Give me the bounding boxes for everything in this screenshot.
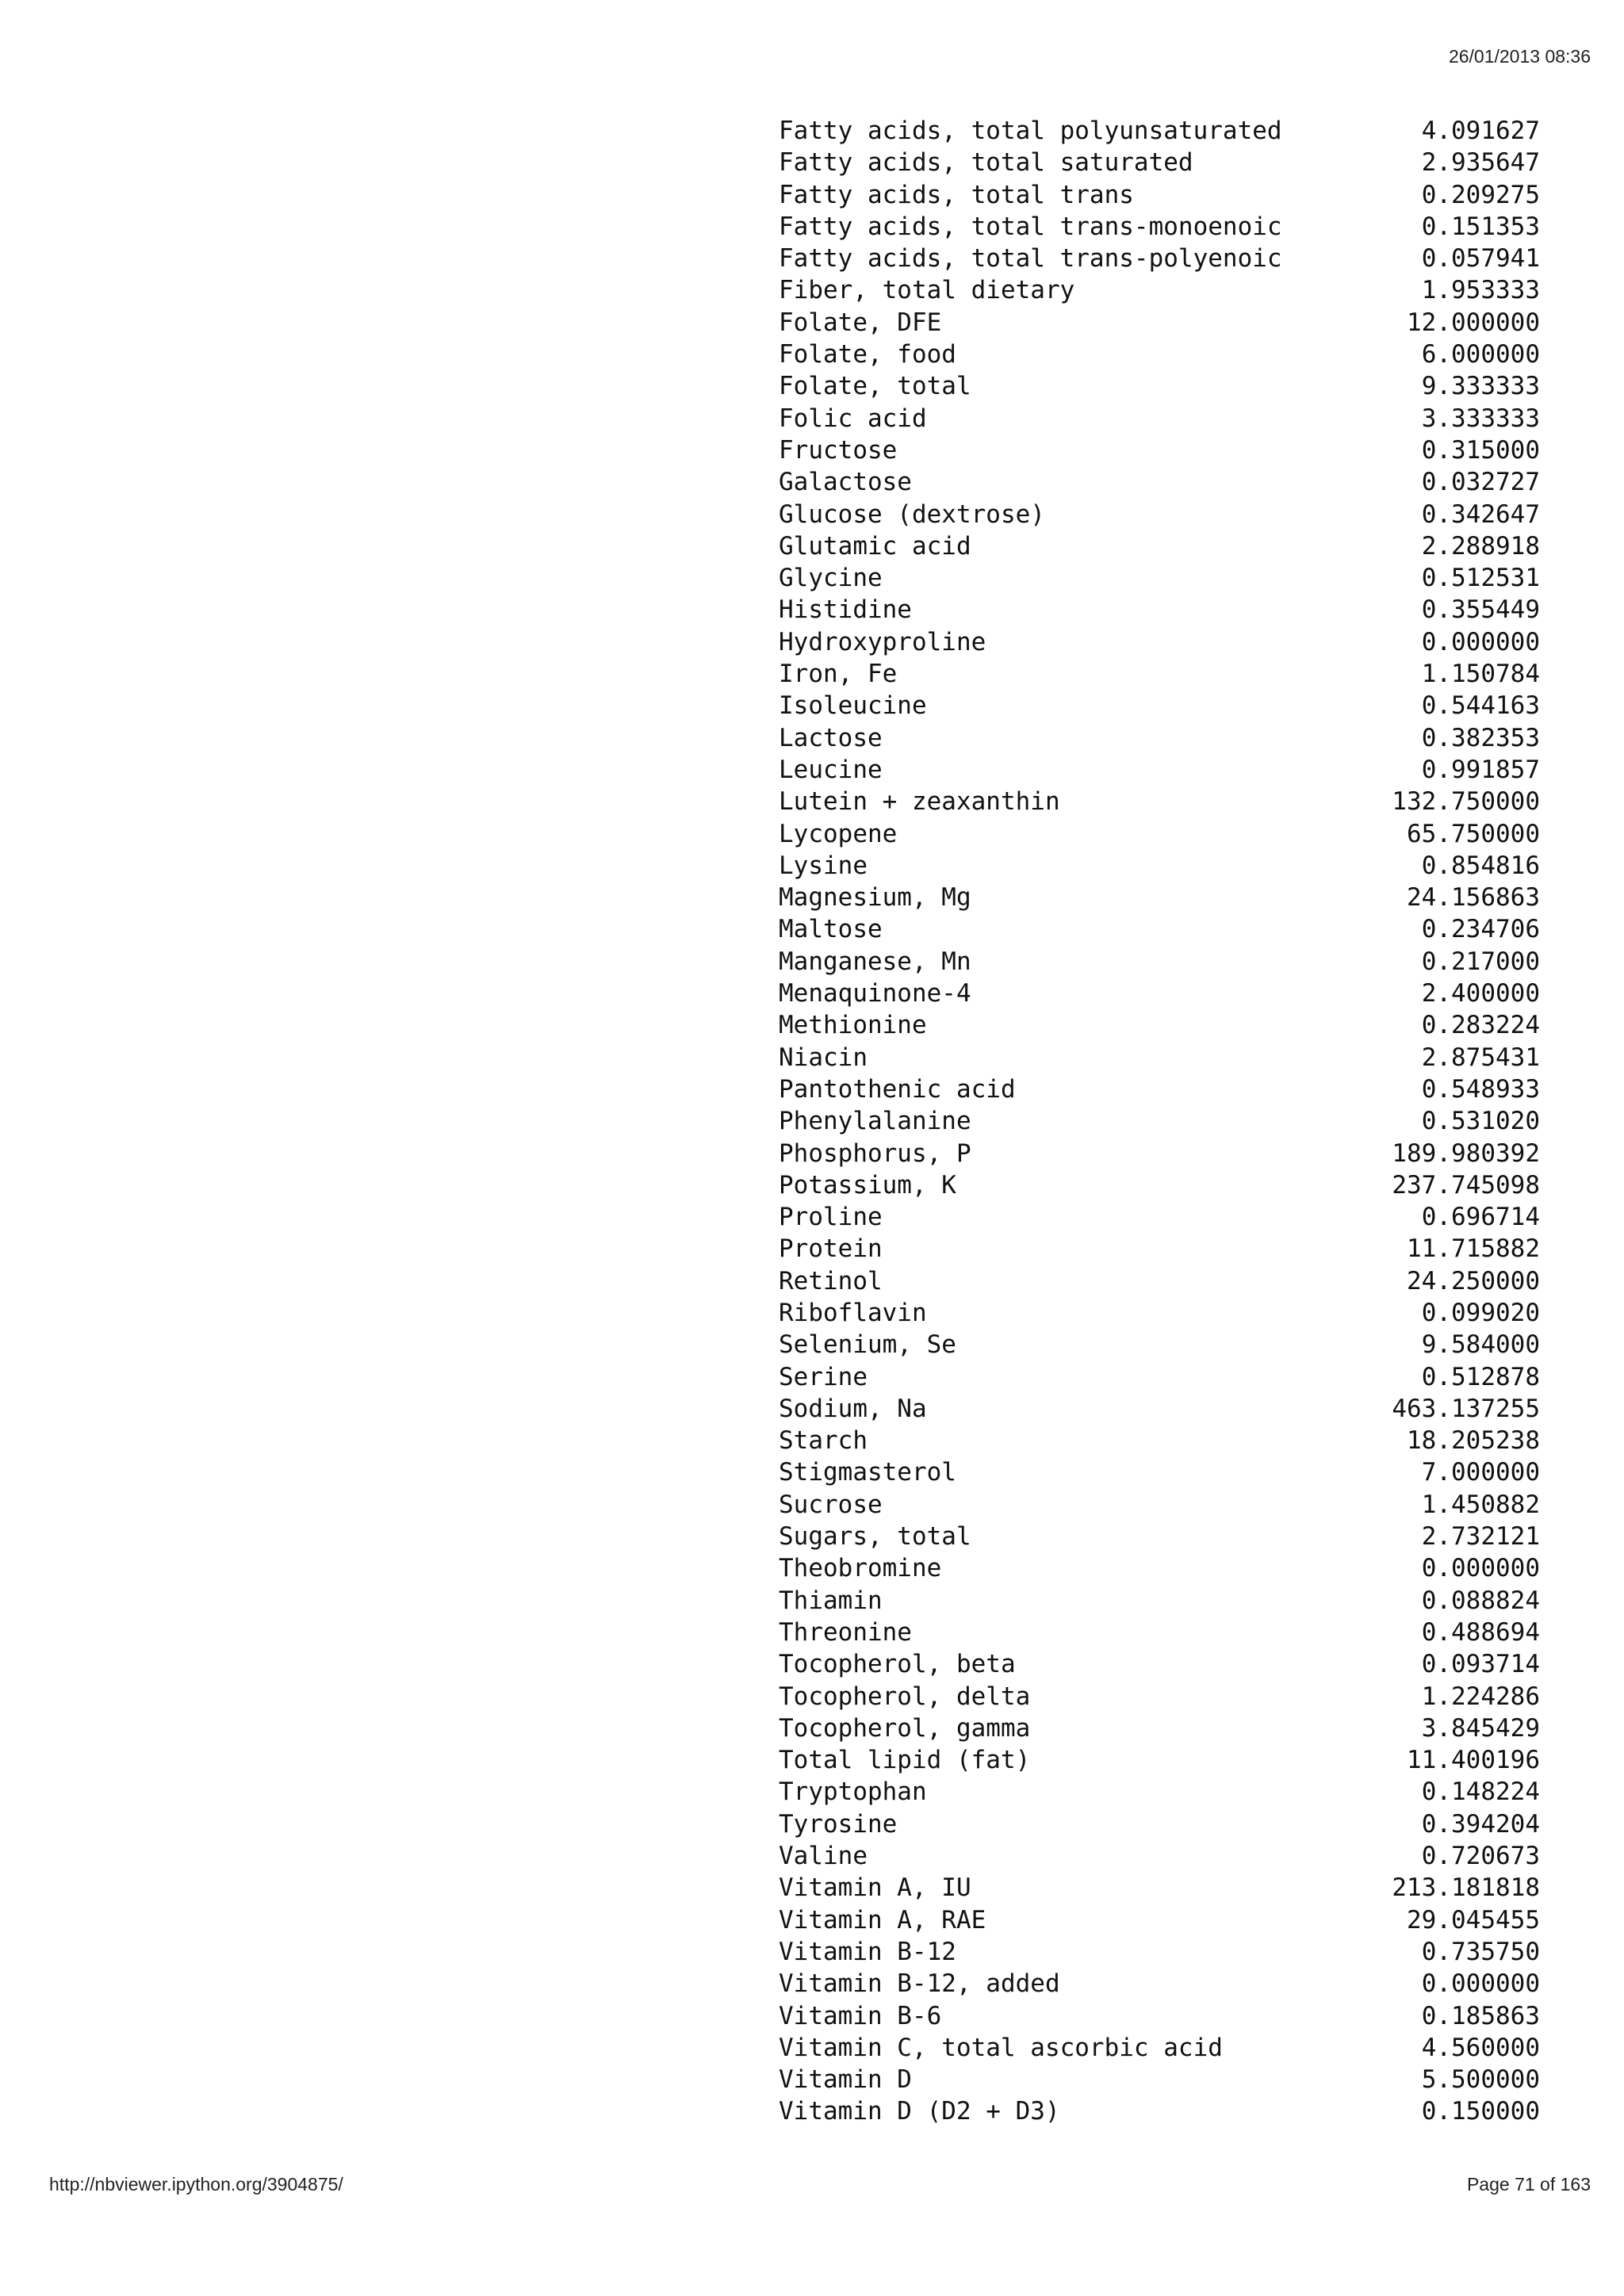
- nutrient-value: 0.000000: [1421, 627, 1540, 656]
- nutrient-value: 24.250000: [1407, 1266, 1540, 1295]
- nutrient-value: 0.150000: [1421, 2097, 1540, 2126]
- nutrient-name: Glucose (dextrose): [779, 499, 1045, 529]
- nutrient-table: [779, 115, 1540, 2128]
- table-row: [779, 1681, 1540, 1712]
- nutrient-name: Leucine: [779, 755, 883, 784]
- table-row: [779, 978, 1540, 1009]
- nutrient-value: 0.315000: [1421, 435, 1540, 465]
- nutrient-value: 3.333333: [1421, 404, 1540, 433]
- page-number: Page 71 of 163: [1466, 2174, 1591, 2195]
- nutrient-name: Lycopene: [779, 819, 898, 848]
- nutrient-value: 0.151353: [1421, 212, 1540, 241]
- nutrient-name: Selenium, Se: [779, 1330, 956, 1360]
- table-row: [779, 1329, 1540, 1360]
- table-row: [779, 1009, 1540, 1041]
- table-row: [779, 1297, 1540, 1329]
- table-row: [779, 1489, 1540, 1521]
- table-row: [779, 115, 1540, 147]
- table-row: [779, 274, 1540, 306]
- table-row: [779, 1776, 1540, 1808]
- nutrient-value: 0.355449: [1421, 595, 1540, 625]
- table-row: [779, 2064, 1540, 2095]
- table-row: [779, 403, 1540, 434]
- table-row: [779, 1073, 1540, 1105]
- table-row: [779, 1968, 1540, 1999]
- nutrient-value: 0.032727: [1421, 468, 1540, 497]
- table-row: [779, 946, 1540, 978]
- nutrient-value: 1.150784: [1421, 660, 1540, 689]
- nutrient-value: 2.732121: [1421, 1522, 1540, 1552]
- nutrient-name: Lutein + zeaxanthin: [779, 787, 1060, 817]
- nutrient-name: Fatty acids, total polyunsaturated: [779, 117, 1282, 145]
- nutrient-name: Threonine: [779, 1617, 912, 1647]
- nutrient-name: Lysine: [779, 851, 868, 880]
- print-timestamp: 26/01/2013 08:36: [1448, 46, 1591, 67]
- nutrient-name: Serine: [779, 1362, 868, 1391]
- nutrient-name: Histidine: [779, 595, 912, 625]
- table-row: [779, 722, 1540, 754]
- nutrient-value: 2.400000: [1421, 979, 1540, 1008]
- nutrient-name: Tocopherol, gamma: [779, 1713, 1031, 1743]
- nutrient-name: Vitamin C, total ascorbic acid: [779, 2033, 1223, 2062]
- nutrient-name: Fatty acids, total saturated: [779, 148, 1193, 178]
- table-row: [779, 1617, 1540, 1648]
- nutrient-name: Thiamin: [779, 1586, 883, 1615]
- nutrient-name: Theobromine: [779, 1554, 942, 1583]
- nutrient-name: Vitamin B-12, added: [779, 1969, 1060, 1999]
- table-row: [779, 434, 1540, 466]
- table-row: [779, 754, 1540, 786]
- nutrient-name: Valine: [779, 1842, 868, 1871]
- nutrient-name: Folic acid: [779, 404, 927, 433]
- table-row: [779, 690, 1540, 721]
- nutrient-name: Iron, Fe: [779, 660, 898, 689]
- nutrient-value: 1.224286: [1421, 1682, 1540, 1711]
- table-row: [779, 1808, 1540, 1840]
- nutrient-name: Riboflavin: [779, 1298, 927, 1327]
- table-row: [779, 1552, 1540, 1584]
- nutrient-name: Lactose: [779, 723, 883, 752]
- nutrient-name: Hydroxyproline: [779, 627, 986, 656]
- nutrient-value: 0.342647: [1421, 499, 1540, 529]
- table-row: [779, 1425, 1540, 1456]
- nutrient-value: 24.156863: [1407, 883, 1540, 913]
- table-row: [779, 1712, 1540, 1744]
- table-row: [779, 850, 1540, 882]
- nutrient-value: 0.099020: [1421, 1298, 1540, 1327]
- nutrient-value: 0.093714: [1421, 1650, 1540, 1679]
- table-row: [779, 1042, 1540, 1073]
- nutrient-value: 4.560000: [1421, 2033, 1540, 2062]
- nutrient-value: 1.450882: [1421, 1490, 1540, 1519]
- nutrient-value: 2.875431: [1421, 1043, 1540, 1072]
- nutrient-value: 237.745098: [1392, 1170, 1540, 1200]
- table-row: [779, 530, 1540, 562]
- table-row: [779, 370, 1540, 402]
- nutrient-name: Vitamin B-12: [779, 1937, 956, 1966]
- nutrient-value: 11.400196: [1407, 1746, 1540, 1775]
- nutrient-value: 189.980392: [1392, 1138, 1540, 1168]
- nutrient-name: Manganese, Mn: [779, 947, 971, 976]
- table-row: [779, 1744, 1540, 1776]
- nutrient-name: Glutamic acid: [779, 531, 971, 561]
- table-row: [779, 1872, 1540, 1904]
- nutrient-value: 65.750000: [1407, 819, 1540, 848]
- table-row: [779, 243, 1540, 274]
- nutrient-value: 0.283224: [1421, 1011, 1540, 1040]
- table-row: [779, 882, 1540, 913]
- nutrient-value: 0.531020: [1421, 1107, 1540, 1136]
- nutrient-name: Vitamin D: [779, 2065, 912, 2095]
- nutrient-value: 0.148224: [1421, 1777, 1540, 1807]
- table-row: [779, 1138, 1540, 1169]
- nutrient-value: 0.735750: [1421, 1937, 1540, 1966]
- nutrient-value: 0.720673: [1421, 1842, 1540, 1871]
- nutrient-name: Folate, DFE: [779, 308, 942, 337]
- nutrient-name: Magnesium, Mg: [779, 883, 971, 913]
- nutrient-name: Tyrosine: [779, 1809, 898, 1839]
- table-row: [779, 1393, 1540, 1425]
- nutrient-value: 0.512878: [1421, 1362, 1540, 1391]
- nutrient-name: Menaquinone-4: [779, 979, 971, 1008]
- nutrient-value: 9.584000: [1421, 1330, 1540, 1360]
- nutrient-name: Vitamin B-6: [779, 2001, 942, 2030]
- nutrient-name: Glycine: [779, 564, 883, 593]
- nutrient-name: Folate, food: [779, 340, 956, 369]
- nutrient-value: 7.000000: [1421, 1458, 1540, 1487]
- nutrient-value: 12.000000: [1407, 308, 1540, 337]
- table-row: [779, 913, 1540, 945]
- nutrient-name: Potassium, K: [779, 1170, 956, 1200]
- table-row: [779, 818, 1540, 850]
- nutrient-name: Fructose: [779, 435, 898, 465]
- table-row: [779, 1840, 1540, 1872]
- table-row: [779, 658, 1540, 690]
- table-row: [779, 466, 1540, 498]
- table-row: [779, 626, 1540, 658]
- nutrient-value: 29.045455: [1407, 1905, 1540, 1934]
- nutrient-name: Sucrose: [779, 1490, 883, 1519]
- nutrient-name: Vitamin A, IU: [779, 1873, 971, 1903]
- nutrient-value: 0.548933: [1421, 1074, 1540, 1104]
- nutrient-name: Tocopherol, beta: [779, 1650, 1016, 1679]
- nutrient-name: Methionine: [779, 1011, 927, 1040]
- nutrient-name: Maltose: [779, 915, 883, 944]
- nutrient-name: Pantothenic acid: [779, 1074, 1016, 1104]
- nutrient-value: 4.091627: [1421, 117, 1540, 145]
- table-row: [779, 786, 1540, 817]
- nutrient-value: 0.185863: [1421, 2001, 1540, 2030]
- nutrient-value: 0.088824: [1421, 1586, 1540, 1615]
- table-row: [779, 1585, 1540, 1617]
- nutrient-name: Phosphorus, P: [779, 1138, 971, 1168]
- table-row: [779, 211, 1540, 243]
- footer-url-link[interactable]: http://nbviewer.ipython.org/3904875/: [49, 2174, 343, 2195]
- nutrient-name: Tryptophan: [779, 1777, 927, 1807]
- nutrient-value: 18.205238: [1407, 1426, 1540, 1456]
- table-row: [779, 2095, 1540, 2127]
- nutrient-name: Phenylalanine: [779, 1107, 971, 1136]
- nutrient-name: Vitamin A, RAE: [779, 1905, 986, 1934]
- nutrient-name: Niacin: [779, 1043, 868, 1072]
- nutrient-value: 0.696714: [1421, 1203, 1540, 1232]
- nutrient-value: 0.991857: [1421, 755, 1540, 784]
- nutrient-value: 0.209275: [1421, 180, 1540, 209]
- table-row: [779, 562, 1540, 594]
- nutrient-value: 213.181818: [1392, 1873, 1540, 1903]
- nutrient-value: 11.715882: [1407, 1234, 1540, 1264]
- table-row: [779, 179, 1540, 211]
- nutrient-value: 0.488694: [1421, 1617, 1540, 1647]
- table-row: [779, 1265, 1540, 1297]
- table-row: [779, 594, 1540, 626]
- table-row: [779, 1169, 1540, 1201]
- nutrient-name: Fatty acids, total trans: [779, 180, 1134, 209]
- nutrient-name: Proline: [779, 1203, 883, 1232]
- table-row: [779, 2000, 1540, 2032]
- nutrient-name: Folate, total: [779, 372, 971, 401]
- table-row: [779, 1105, 1540, 1137]
- nutrient-value: 6.000000: [1421, 340, 1540, 369]
- nutrient-value: 0.382353: [1421, 723, 1540, 752]
- nutrient-name: Retinol: [779, 1266, 883, 1295]
- nutrient-value: 9.333333: [1421, 372, 1540, 401]
- nutrient-value: 0.234706: [1421, 915, 1540, 944]
- nutrient-value: 0.544163: [1421, 691, 1540, 721]
- table-row: [779, 1521, 1540, 1552]
- nutrient-value: 2.935647: [1421, 148, 1540, 178]
- nutrient-value: 2.288918: [1421, 531, 1540, 561]
- nutrient-name: Vitamin D (D2 + D3): [779, 2097, 1060, 2126]
- table-row: [779, 307, 1540, 339]
- table-row: [779, 1648, 1540, 1680]
- nutrient-value: 3.845429: [1421, 1713, 1540, 1743]
- table-row: [779, 1456, 1540, 1488]
- nutrient-value: 132.750000: [1392, 787, 1540, 817]
- nutrient-name: Tocopherol, delta: [779, 1682, 1031, 1711]
- table-row: [779, 1904, 1540, 1936]
- table-row: [779, 1936, 1540, 1968]
- nutrient-name: Fatty acids, total trans-monoenoic: [779, 212, 1282, 241]
- nutrient-name: Stigmasterol: [779, 1458, 956, 1487]
- nutrient-name: Galactose: [779, 468, 912, 497]
- nutrient-name: Total lipid (fat): [779, 1746, 1031, 1775]
- table-row: [779, 499, 1540, 530]
- nutrient-value: 0.057941: [1421, 244, 1540, 274]
- nutrient-name: Protein: [779, 1234, 883, 1264]
- table-row: [779, 1201, 1540, 1233]
- nutrient-value: 0.854816: [1421, 851, 1540, 880]
- nutrient-value: 0.000000: [1421, 1969, 1540, 1999]
- nutrient-value: 0.000000: [1421, 1554, 1540, 1583]
- table-row: [779, 147, 1540, 178]
- nutrient-value: 0.512531: [1421, 564, 1540, 593]
- table-row: [779, 1233, 1540, 1265]
- nutrient-value: 1.953333: [1421, 276, 1540, 305]
- nutrient-name: Starch: [779, 1426, 868, 1456]
- nutrient-name: Isoleucine: [779, 691, 927, 721]
- table-row: [779, 339, 1540, 370]
- table-row: [779, 2032, 1540, 2064]
- nutrient-value: 5.500000: [1421, 2065, 1540, 2095]
- nutrient-name: Fiber, total dietary: [779, 276, 1075, 305]
- nutrient-value: 463.137255: [1392, 1394, 1540, 1423]
- nutrient-name: Fatty acids, total trans-polyenoic: [779, 244, 1282, 274]
- nutrient-name: Sodium, Na: [779, 1394, 927, 1423]
- nutrient-value: 0.217000: [1421, 947, 1540, 976]
- nutrient-value: 0.394204: [1421, 1809, 1540, 1839]
- nutrient-name: Sugars, total: [779, 1522, 971, 1552]
- table-row: [779, 1361, 1540, 1393]
